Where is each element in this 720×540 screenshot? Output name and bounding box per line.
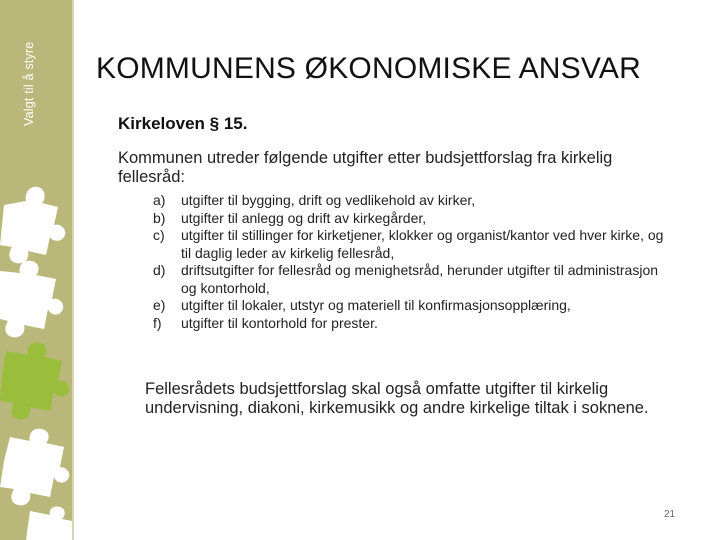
- sidebar-vertical-text: Valgt til å styre: [22, 41, 36, 126]
- list-marker: f): [153, 314, 162, 331]
- list-marker: a): [153, 192, 166, 208]
- list-marker: d): [153, 262, 166, 278]
- puzzle-piece-4-icon: [0, 429, 69, 506]
- puzzle-piece-5-icon: [26, 506, 72, 540]
- page-number: 21: [664, 509, 676, 520]
- list-item-text: utgifter til anlegg og drift av kirkegårder,: [181, 209, 427, 226]
- list-item-text: utgifter til bygging, drift og vedlikehold av kirker,: [181, 192, 476, 208]
- list-marker: c): [153, 227, 165, 243]
- list-marker: e): [153, 297, 166, 313]
- list-item: [153, 210, 673, 228]
- closing-paragraph: Fellesrådets budsjettforslag skal også omfatte utgifter til kirkelig undervisning, diakoni, kirkemusikk og andre kirkelige tiltak i soknene.: [145, 380, 649, 417]
- sidebar: [0, 0, 72, 540]
- expense-list: [153, 192, 673, 332]
- list-item-text: driftsutgifter for fellesråd og menighetsråd, herunder utgifter til administrasjon og kontorhold,: [181, 262, 659, 296]
- puzzle-pieces-icon: [0, 175, 72, 540]
- puzzle-piece-1-icon: [0, 187, 65, 264]
- list-item: [153, 297, 673, 315]
- slide-subheading: Kirkeloven § 15.: [118, 114, 248, 133]
- list-item-text: utgifter til lokaler, utstyr og materiell til konfirmasjonsopplæring,: [181, 297, 571, 313]
- intro-paragraph: Kommunen utreder følgende utgifter etter budsjettforslag fra kirkelig fellesråd:: [118, 149, 613, 186]
- list-marker: b): [153, 209, 166, 226]
- list-item: [153, 315, 673, 333]
- sidebar-divider: [72, 0, 74, 540]
- list-item-text: utgifter til stillinger for kirketjener, klokker og organist/kantor ved hver kirke, og til daglig leder av kirkelig fellesråd,: [181, 227, 664, 261]
- puzzle-piece-3-icon: [0, 343, 69, 420]
- slide-title: KOMMUNENS ØKONOMISKE ANSVAR: [96, 52, 641, 86]
- puzzle-piece-2-icon: [0, 261, 63, 338]
- list-item: [153, 192, 673, 210]
- list-item-text: utgifter til kontorhold for prester.: [181, 314, 378, 331]
- list-item: [153, 227, 673, 262]
- list-item: [153, 262, 673, 297]
